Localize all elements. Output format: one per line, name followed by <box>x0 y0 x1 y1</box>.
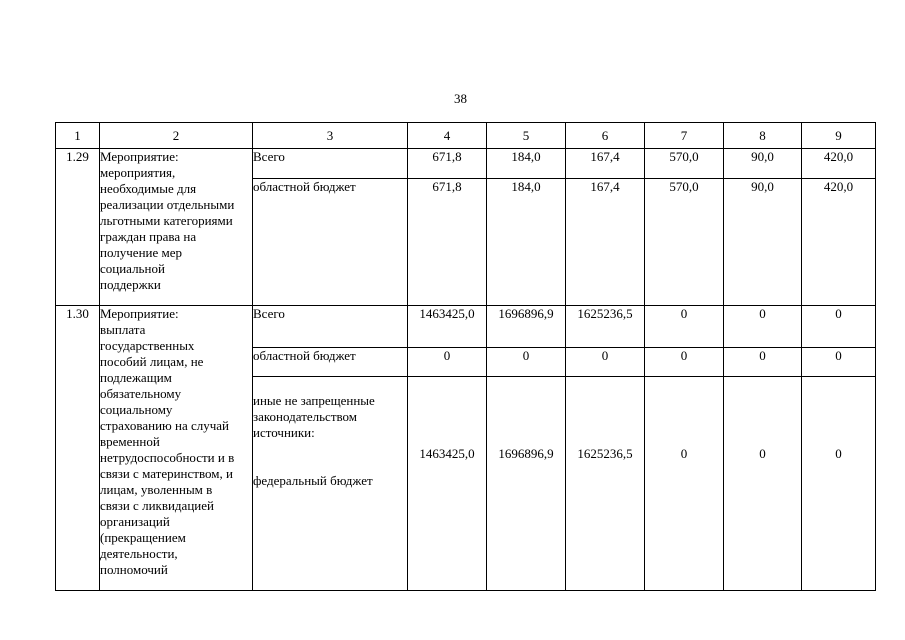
funding-source-label: иные не запрещенные законодательством источники: <box>253 393 375 440</box>
value-col-8: 0 <box>724 377 802 591</box>
funding-source: областной бюджет <box>253 348 408 377</box>
value-col-6: 167,4 <box>566 149 645 179</box>
value-col-7: 570,0 <box>645 149 724 179</box>
column-header-3: 3 <box>253 123 408 149</box>
column-header-6: 6 <box>566 123 645 149</box>
page-number: 38 <box>454 91 467 106</box>
value-col-6: 1625236,5 <box>566 306 645 348</box>
value-col-4: 1463425,0 <box>408 377 487 591</box>
value-col-8: 90,0 <box>724 149 802 179</box>
value-col-4: 671,8 <box>408 179 487 306</box>
item-number: 1.30 <box>56 306 100 591</box>
column-header-2: 2 <box>100 123 253 149</box>
table-row <box>56 149 876 179</box>
value-col-5: 1696896,9 <box>487 377 566 591</box>
value-col-9: 0 <box>802 348 876 377</box>
value-col-9: 420,0 <box>802 149 876 179</box>
value-col-4: 0 <box>408 348 487 377</box>
item-description: Мероприятие: выплата государственных пособий лицам, не подлежащим обязательному социальному страхованию на случай временной нетрудоспособности и в связи с материнством, и лицам, уволенным в связи с ликвидацией организаций (прекращением деятельности, полномочий <box>100 306 253 591</box>
item-number: 1.29 <box>56 149 100 306</box>
column-header-9: 9 <box>802 123 876 149</box>
column-header-5: 5 <box>487 123 566 149</box>
column-header-1: 1 <box>56 123 100 149</box>
value-col-5: 0 <box>487 348 566 377</box>
budget-table <box>55 122 876 591</box>
table-head <box>56 123 876 149</box>
value-col-8: 0 <box>724 306 802 348</box>
funding-source <box>253 377 408 591</box>
value-col-9: 0 <box>802 306 876 348</box>
value-col-5: 184,0 <box>487 179 566 306</box>
table-body <box>56 149 876 591</box>
funding-source: Всего <box>253 149 408 179</box>
value-col-7: 0 <box>645 348 724 377</box>
value-col-4: 671,8 <box>408 149 487 179</box>
value-col-6: 0 <box>566 348 645 377</box>
value-col-8: 0 <box>724 348 802 377</box>
column-header-4: 4 <box>408 123 487 149</box>
column-header-8: 8 <box>724 123 802 149</box>
table-row <box>56 306 876 348</box>
value-col-6: 167,4 <box>566 179 645 306</box>
funding-source: областной бюджет <box>253 179 408 306</box>
value-col-7: 570,0 <box>645 179 724 306</box>
value-col-8: 90,0 <box>724 179 802 306</box>
funding-source-sublabel: федеральный бюджет <box>253 473 373 488</box>
value-col-5: 1696896,9 <box>487 306 566 348</box>
funding-source: Всего <box>253 306 408 348</box>
value-col-7: 0 <box>645 306 724 348</box>
column-header-7: 7 <box>645 123 724 149</box>
item-description: Мероприятие: мероприятия, необходимые для реализации отдельными льготными категориями граждан права на получение мер социальной поддержки <box>100 149 253 306</box>
value-col-5: 184,0 <box>487 149 566 179</box>
table-header-row <box>56 123 876 149</box>
value-col-9: 420,0 <box>802 179 876 306</box>
value-col-6: 1625236,5 <box>566 377 645 591</box>
value-col-4: 1463425,0 <box>408 306 487 348</box>
value-col-9: 0 <box>802 377 876 591</box>
value-col-7: 0 <box>645 377 724 591</box>
